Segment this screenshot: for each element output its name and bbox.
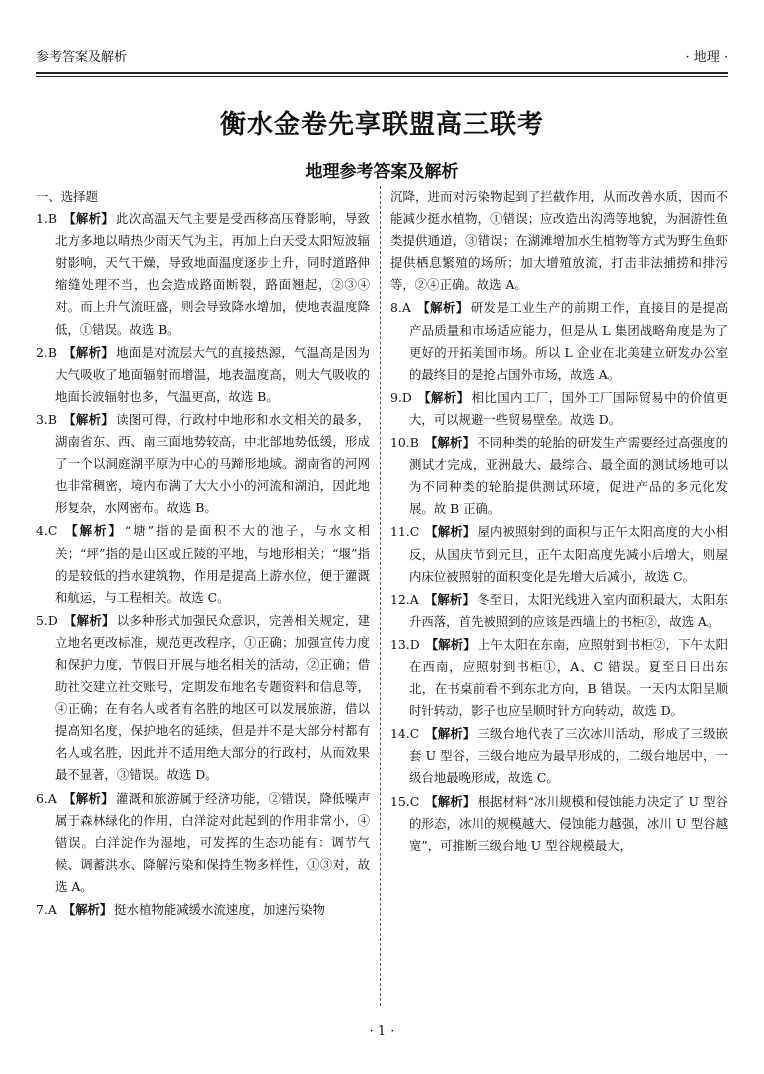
analysis-text: 三级台地代表了三次冰川活动，形成了三级嵌套 U 型谷，三级台地应为最早形成的，二级台地居中，一级台地最晚形成，故选 C。: [409, 726, 728, 786]
answer-item: [390, 432, 728, 520]
analysis-text: 相比国内工厂，国外工厂国际贸易中的价值更大，可以规避一些贸易壁垒。故选 D。: [409, 389, 729, 427]
answer-letter: C: [409, 793, 420, 809]
question-number: 14.: [390, 726, 410, 742]
analysis-tag: 【解析】: [425, 726, 476, 742]
analysis-tag: 【解析】: [425, 793, 476, 809]
answer-item: [36, 610, 370, 787]
answer-letter: A: [409, 591, 419, 607]
analysis-text: 挺水植物能减缓水流速度，加速污染物: [114, 902, 325, 917]
question-number: 5.: [36, 612, 48, 628]
continued-text: 沉降，进而对污染物起到了拦截作用，从而改善水质，因而不能减少挺水植物，①错误；应改造出沟湾等地貌，为洄游性鱼类提供通道，③错误；在湖滩增加水生植物等方式为野生鱼虾提供栖息繁殖的场所；加大增殖放流，打击非法捕捞和排污等，②④正确。故选 A。: [390, 189, 728, 293]
left-column: [36, 186, 370, 922]
answer-item: [390, 791, 728, 857]
question-number: 4.: [36, 523, 48, 539]
answer-letter: C: [47, 523, 58, 539]
answer-item: [36, 520, 370, 608]
analysis-text: 上午太阳在东南，应照射到书柜②，下午太阳在西南，应照射到书柜①，A、C 错误。夏至日日出东北，在书桌前看不到东北方向，B 错误。一天内太阳呈顺时针转动，影子也应呈顺时针方向转动，故选 D。: [409, 636, 729, 719]
analysis-tag: 【解析】: [62, 902, 113, 917]
answer-item: [390, 387, 728, 431]
answer-letter: B: [47, 211, 57, 227]
analysis-tag: 【解析】: [424, 591, 476, 607]
question-number: 15.: [390, 793, 410, 809]
question-number: 2.: [36, 344, 48, 360]
question-number: 11.: [390, 524, 410, 540]
question-number: 9.: [390, 389, 402, 405]
answer-letter: A: [47, 902, 57, 917]
answer-letter: B: [47, 411, 57, 427]
question-number: 3.: [36, 411, 48, 427]
analysis-text: 读图可得，行政村中地形和水文相关的最多，湖南省东、西、南三面地势较高，中北部地势低缓，形成了一个以洞庭湖平原为中心的马蹄形地域。湖南省的河网也非常稠密，境内布满了大大小小的河流和湖泊，因此地形复杂，水网密布。故选 B。: [55, 411, 370, 516]
question-number: 10.: [390, 435, 410, 451]
analysis-text: 研发是工业生产的前期工作，直接目的是提高产品质量和市场适应能力，但是从 L 集团战略角度是为了更好的开拓美国市场。所以 L 企业在北美建立研发办公室的最终目的是抢占国外市场，故选 A。: [409, 300, 728, 382]
left-answer-list: [36, 208, 370, 921]
analysis-text: 屋内被照射到的面积与正午太阳高度的大小相反，从国庆节到元旦，正午太阳高度先减小后增大，则屋内床位被照射的面积变化是先增大后减小，故选 C。: [409, 524, 728, 584]
analysis-text: 此次高温天气主要是受西移高压脊影响，导致北方多地以晴热少雨天气为主，再加上白天受太阳短波辐射影响，天气干燥，导致地面温度逐步上升，同时道路伸缩缝处理不当，也会造成路面断裂，路面翘起，②③④对。而上升气流旺盛，则会导致降水增加，使地表温度降低，①错误。故选 B。: [55, 211, 370, 337]
analysis-tag: 【解析】: [63, 790, 114, 806]
answer-item: [390, 521, 728, 587]
analysis-tag: 【解析】: [63, 411, 115, 427]
answer-item: [390, 723, 728, 789]
section-heading: 一、选择题: [36, 189, 98, 204]
answer-letter: B: [409, 435, 419, 451]
answer-letter: D: [409, 636, 420, 652]
analysis-tag: 【解析】: [418, 389, 470, 405]
analysis-tag: 【解析】: [425, 524, 476, 540]
answer-item: [390, 589, 728, 633]
column-divider: [380, 186, 381, 1006]
analysis-text: 不同种类的轮胎的研发生产需要经过高强度的测试才完成，亚洲最大、最综合、最全面的测试场地可以为不同种类的轮胎提供测试环境，促进产品的多元化发展。故 B 正确。: [409, 435, 728, 517]
analysis-tag: 【解析】: [63, 211, 115, 227]
analysis-text: 灌溉和旅游属于经济功能，②错误，降低噪声属于森林绿化的作用，白洋淀对此起到的作用非常小，④错误。白洋淀作为湿地，可发挥的生态功能有：调节气候、调蓄洪水、降解污染和保持生物多样性，①③对，故选 A。: [55, 790, 371, 894]
header-left: 参考答案及解析: [36, 50, 128, 65]
analysis-text: 冬至日，太阳光线进入室内面积最大，太阳东升西落，首先被照到的应该是西墙上的书柜②，故选 A。: [409, 591, 728, 629]
analysis-tag: 【解析】: [425, 636, 476, 652]
analysis-text: “塘”指的是面积不大的池子，与水文相关；“坪”指的是山区或丘陵的平地，与地形相关；“堰”指的是较低的挡水建筑物，作用是提高上游水位，便于灌溉和航运，与工程相关。故选 C。: [55, 523, 370, 605]
question-number: 12.: [390, 591, 410, 607]
answer-item: [36, 409, 370, 519]
answer-item: [36, 208, 370, 341]
question-number: 6.: [36, 790, 48, 806]
header-rule-thin: [36, 76, 728, 77]
page-number: · 1 ·: [369, 1024, 395, 1039]
doc-subtitle: 地理参考答案及解析: [305, 162, 459, 182]
analysis-tag: 【解析】: [424, 435, 476, 451]
analysis-tag: 【解析】: [63, 344, 115, 360]
answer-item: [36, 342, 370, 408]
analysis-text: 根据材料“冰川规模和侵蚀能力决定了 U 型谷的形态，冰川的规模越大、侵蚀能力越强，冰川 U 型谷越宽”，可推断三级台地 U 型谷规模最大，: [409, 793, 728, 853]
answer-letter: B: [47, 344, 57, 360]
answer-letter: C: [409, 524, 420, 540]
header-right: · 地理 ·: [685, 50, 728, 65]
answer-letter: A: [47, 790, 57, 806]
answer-letter: C: [409, 726, 420, 742]
analysis-tag: 【解析】: [64, 612, 115, 628]
right-answer-list: [390, 297, 728, 856]
analysis-text: 以多种形式加强民众意识，完善相关规定，建立地名更改标准，规范更改程序，①正确；加强宣传力度和保护力度，节假日开展与地名相关的活动，②正确；借助社交建立社交账号，定期发布地名专题资料和信息等，④正确；在有名人或者有名胜的地区可以发展旅游，借以提高知名度，保护地名的延续，但是并不是大部分村都有名人或名胜，因此并不适用绝大部分的行政村，从而效果最不显著，③错误。故选 D。: [55, 612, 370, 783]
answer-letter: D: [47, 612, 58, 628]
question-number: 7.: [36, 902, 48, 917]
question-number: 13.: [390, 636, 410, 652]
page-header: [36, 46, 728, 68]
question-number: 1.: [36, 211, 48, 227]
answer-letter: D: [401, 389, 412, 405]
answer-item: [36, 899, 370, 921]
analysis-text: 地面是对流层大气的直接热源，气温高是因为大气吸收了地面辐射而增温，地表温度高，则大气吸收的地面长波辐射也多，气温更高，故选 B。: [55, 344, 370, 404]
analysis-tag: 【解析】: [417, 300, 469, 316]
analysis-tag: 【解析】: [65, 523, 123, 539]
question-number: 8.: [390, 300, 402, 316]
doc-title: 衡水金卷先享联盟高三联考: [219, 110, 544, 140]
answer-letter: A: [401, 300, 411, 316]
answer-item: [390, 297, 728, 385]
right-column: [390, 186, 728, 858]
answer-item: [36, 788, 370, 898]
answer-item: [390, 634, 728, 722]
header-rule: [36, 72, 728, 74]
